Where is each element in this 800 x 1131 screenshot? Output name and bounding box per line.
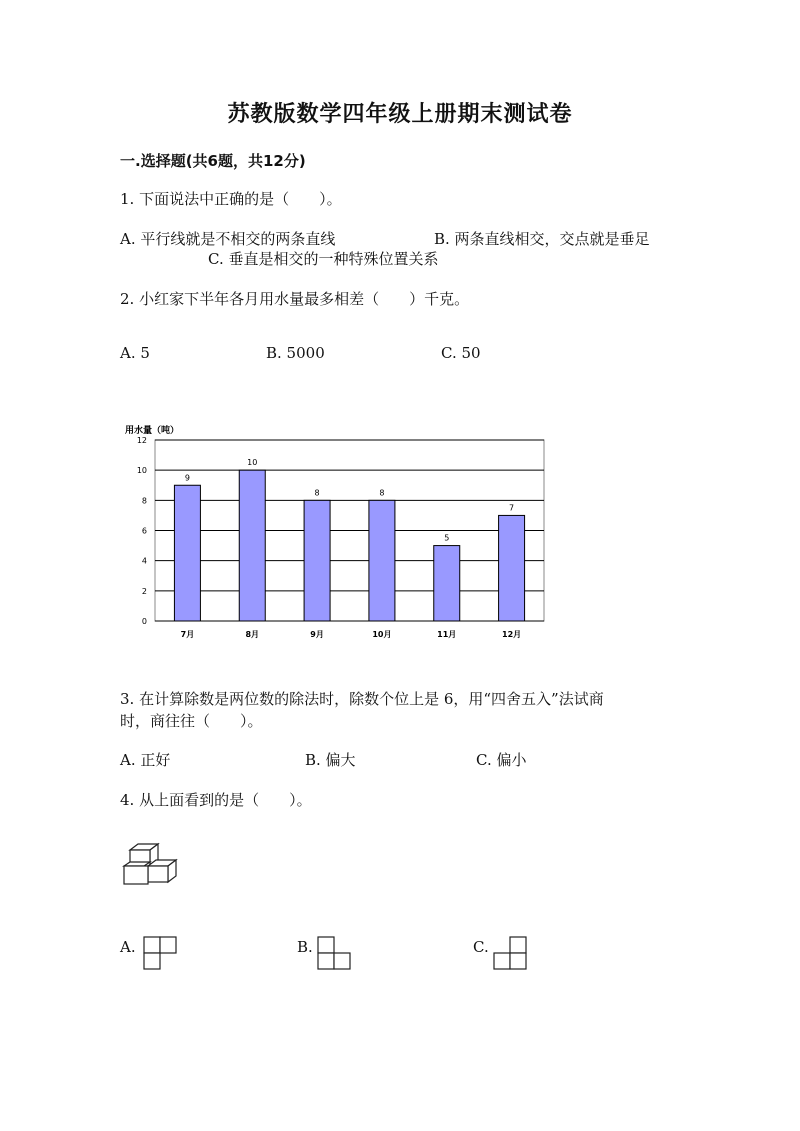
chart-y-tick-label: 8 [141, 496, 147, 506]
chart-y-tick-label: 0 [141, 617, 147, 626]
chart-data-label: 8 [379, 488, 385, 498]
chart-data-label: 5 [444, 533, 450, 543]
question-2-option-b: B. 5000 [266, 344, 325, 362]
chart-bar [304, 500, 330, 621]
option-a-grid-figure [143, 936, 179, 972]
chart-bar [434, 546, 460, 621]
page-title: 苏教版数学四年级上册期末测试卷 [227, 102, 573, 127]
question-1-option-a: A. 平行线就是不相交的两条直线 [120, 230, 336, 248]
chart-x-tick-label: 7月 [180, 630, 195, 639]
section-heading: 一.选择题(共6题，共12分) [120, 152, 306, 170]
question-2-option-a: A. 5 [120, 344, 150, 362]
question-1-option-b: B. 两条直线相交，交点就是垂足 [434, 230, 650, 248]
question-1-stem: 1. 下面说法中正确的是（ ）。 [120, 190, 342, 208]
chart-bar [499, 515, 525, 621]
chart-x-tick-label: 12月 [502, 630, 522, 639]
chart-x-tick-label: 11月 [437, 630, 457, 639]
question-4-stem: 4. 从上面看到的是（ ）。 [120, 791, 312, 809]
chart-bar [174, 485, 200, 621]
question-3-option-b: B. 偏大 [305, 751, 356, 769]
option-b-grid-figure [317, 936, 353, 972]
chart-x-tick-label: 8月 [245, 630, 260, 639]
question-3-option-a: A. 正好 [120, 751, 171, 769]
chart-data-label: 10 [247, 458, 258, 468]
chart-y-axis-label: 用水量（吨） [125, 426, 180, 436]
water-usage-chart [110, 415, 560, 650]
chart-y-tick-label: 12 [136, 436, 147, 445]
option-c-grid-figure [493, 936, 529, 972]
chart-bar [369, 500, 395, 621]
question-4-option-c: C. [473, 938, 489, 956]
chart-data-label: 7 [509, 503, 515, 513]
chart-y-tick-label: 6 [141, 526, 147, 536]
question-2-option-c: C. 50 [441, 344, 481, 362]
chart-x-tick-label: 9月 [310, 630, 324, 639]
chart-bar [239, 470, 265, 621]
question-4-option-b: B. [297, 938, 313, 956]
chart-data-label: 9 [184, 473, 190, 483]
question-2-stem: 2. 小红家下半年各月用水量最多相差（ ）千克。 [120, 290, 470, 308]
chart-y-tick-label: 2 [141, 586, 147, 596]
chart-y-tick-label: 10 [136, 466, 147, 476]
chart-x-tick-label: 10月 [372, 630, 392, 639]
chart-y-tick-label: 4 [141, 556, 147, 566]
question-1-option-c: C. 垂直是相交的一种特殊位置关系 [208, 250, 439, 268]
question-3-option-c: C. 偏小 [476, 751, 527, 769]
question-4-option-a: A. [120, 938, 136, 956]
question-3-stem-line2: 时，商往往（ ）。 [120, 712, 263, 730]
stacked-cubes-figure [120, 840, 180, 890]
chart-data-label: 8 [314, 488, 320, 498]
question-3-stem-line1: 3. 在计算除数是两位数的除法时，除数个位上是 6，用“四舍五入”法试商 [120, 690, 604, 708]
